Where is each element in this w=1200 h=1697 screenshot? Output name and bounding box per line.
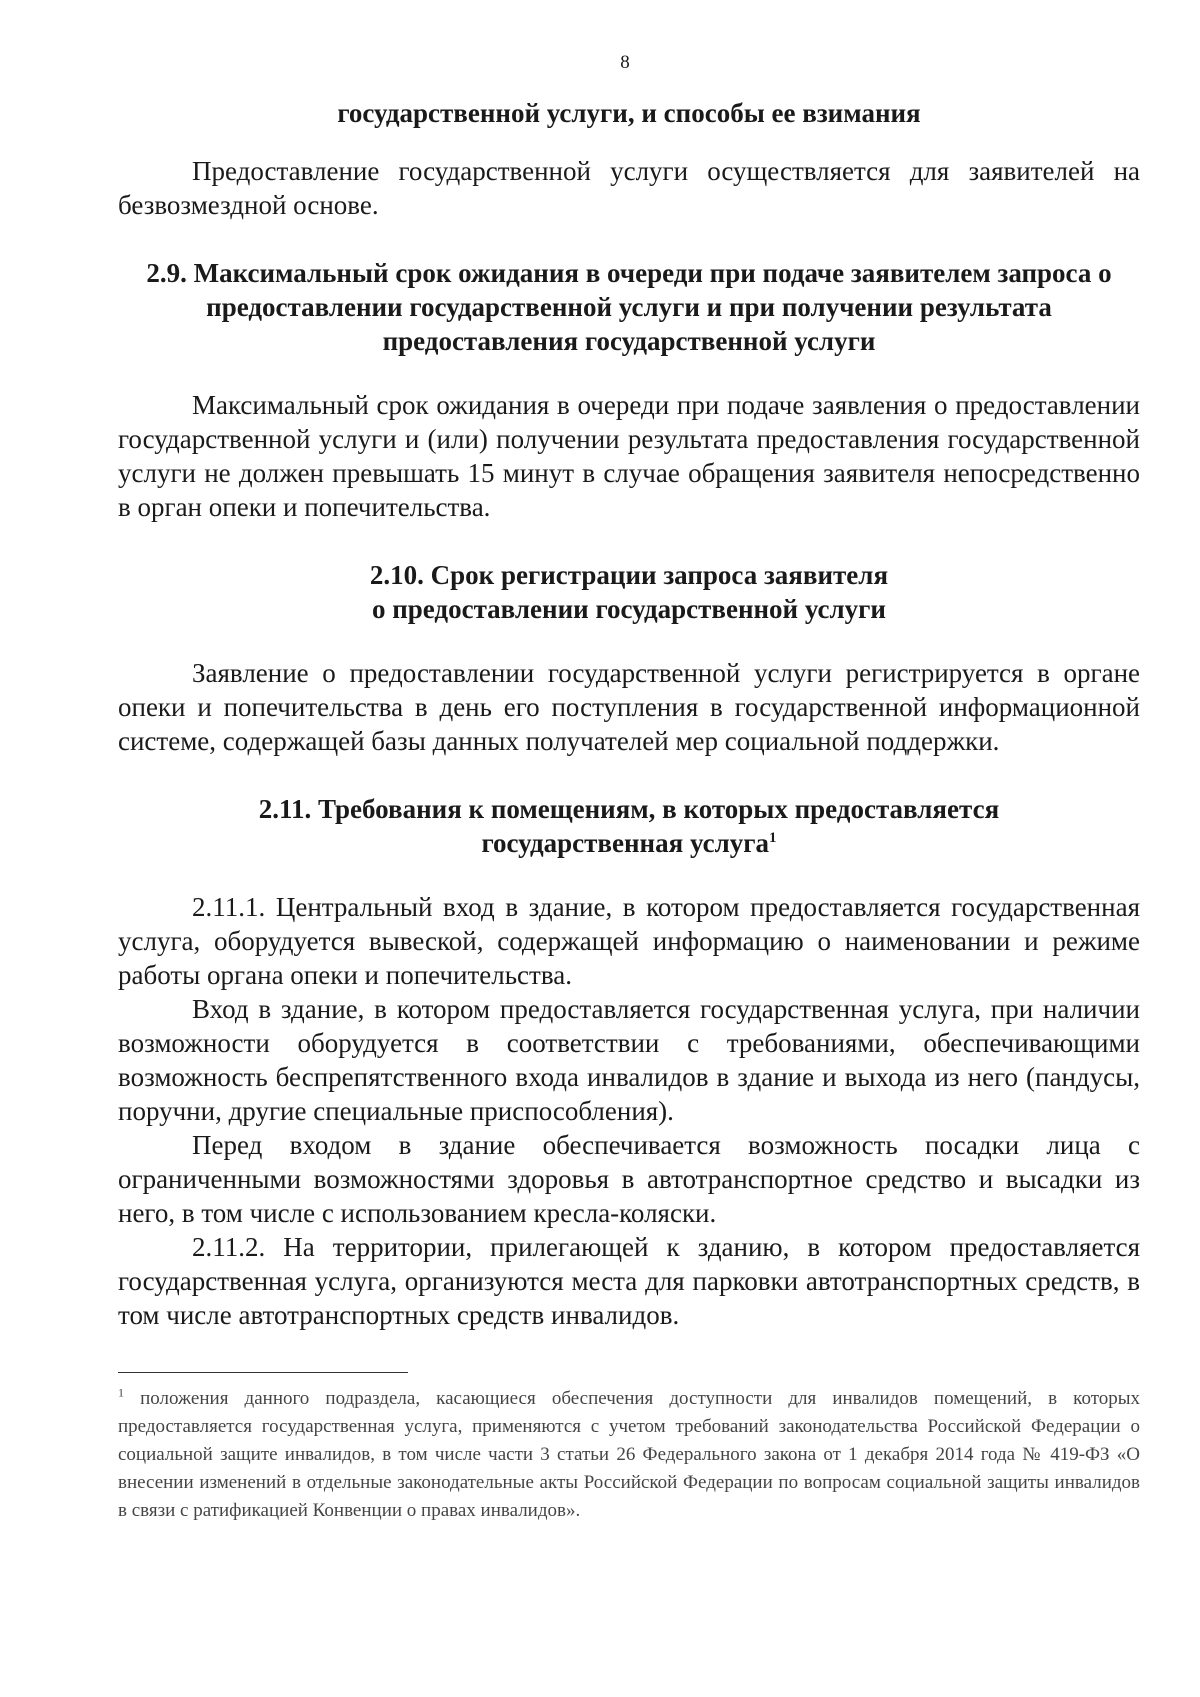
section-2-10-heading-line1: 2.10. Срок регистрации запроса заявителя: [369, 560, 889, 590]
section-2-10-heading-line2: о предоставлении государственной услуги: [371, 594, 886, 624]
section-2-11-heading-line1: 2.11. Требования к помещениям, в которых предоставляется: [258, 794, 1000, 824]
paragraph-2-11-entrance: Вход в здание, в котором предоставляется государственная услуга, при наличии возможности оборудуется в соответствии с требованиями, обеспечивающими возможность беспрепятственного входа инвалидов в здание и выхода из него (пандусы, поручни, другие специальные приспособления).: [118, 994, 1140, 1126]
paragraph-2-11-1: 2.11.1. Центральный вход в здание, в котором предоставляется государственная услуга, оборудуется вывеской, содержащей информацию о наименовании и режиме работы органа опеки и попечительства.: [118, 892, 1140, 990]
section-2-10-heading: [118, 558, 1140, 626]
footnote-separator: [118, 1372, 408, 1373]
footnote: [118, 1385, 1140, 1525]
document-body: [118, 96, 1140, 1525]
paragraph-2-10: Заявление о предоставлении государственной услуги регистрируется в органе опеки и попечительства в день его поступления в государственной информационной системе, содержащей базы данных получателей мер социальной поддержки.: [118, 658, 1140, 756]
page-number: 8: [620, 52, 630, 73]
footnote-reference[interactable]: 1: [769, 830, 777, 846]
paragraph-2-11-2: 2.11.2. На территории, прилегающей к зданию, в котором предоставляется государственная услуга, организуются места для парковки автотранспортных средств, в том числе автотранспортных средств инвалидов.: [118, 1232, 1140, 1330]
footnote-text: положения данного подраздела, касающиеся обеспечения доступности для инвалидов помещений, в которых предоставляется государственная услуга, применяются с учетом требований законодательства Российской Федерации о социальной защите инвалидов, в том числе части 3 статьи 26 Федерального закона от 1 декабря 2014 года № 419-ФЗ «О внесении изменений в отдельные законодательные акты Российской Федерации по вопросам социальной защиты инвалидов в связи с ратификацией Конвенции о правах инвалидов».: [118, 1388, 1141, 1521]
paragraph-fee: Предоставление государственной услуги осуществляется для заявителей на безвозмездной основе.: [118, 156, 1140, 220]
paragraph-2-9: Максимальный срок ожидания в очереди при подаче заявления о предоставлении государственной услуги и (или) получении результата предоставления государственной услуги не должен превышать 15 минут в случае обращения заявителя непосредственно в орган опеки и попечительства.: [118, 390, 1140, 522]
section-2-11-heading-line2: [118, 826, 1140, 860]
footnote-mark: 1: [118, 1385, 124, 1400]
section-2-8-heading-tail: государственной услуги, и способы ее взимания: [337, 98, 921, 128]
section-2-11-heading-line2-text: государственная услуга: [481, 828, 770, 858]
section-2-9-heading: 2.9. Максимальный срок ожидания в очереди при подаче заявителем запроса о предоставлении государственной услуги и при получении результата предоставления государственной услуги: [146, 258, 1112, 356]
paragraph-2-11-boarding: Перед входом в здание обеспечивается возможность посадки лица с ограниченными возможностями здоровья в автотранспортное средство и высадки из него, в том числе с использованием кресла-коляски.: [118, 1130, 1140, 1228]
section-2-11-heading: [118, 792, 1140, 860]
